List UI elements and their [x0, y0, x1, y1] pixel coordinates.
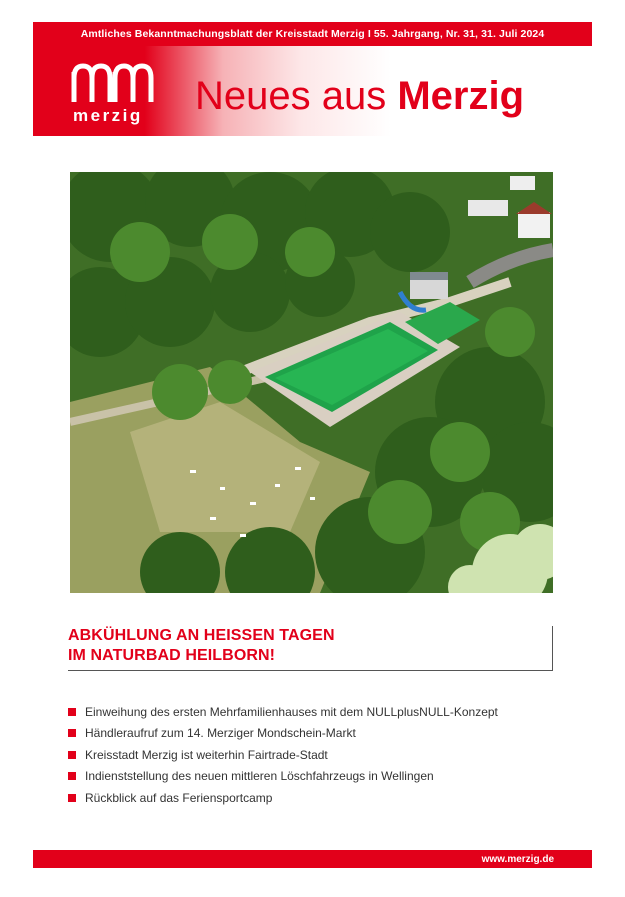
list-item: [68, 787, 568, 809]
aerial-pool-illustration: [70, 172, 553, 593]
logo-wordmark: merzig: [73, 106, 143, 125]
list-item: [68, 723, 568, 745]
bullet-square-icon: [68, 794, 76, 802]
masthead-top-bar: [33, 22, 592, 46]
bullet-square-icon: [68, 772, 76, 780]
website-link[interactable]: www.merzig.de: [481, 853, 554, 865]
topic-text: Kreisstadt Merzig ist weiterhin Fairtrade-Stadt: [85, 747, 328, 762]
cover-photo-naturbad: [70, 172, 553, 593]
masthead-header: [33, 46, 592, 136]
title-bold: Merzig: [397, 74, 525, 118]
topic-text: Rückblick auf das Feriensportcamp: [85, 790, 273, 805]
title-light: Neues aus: [195, 74, 398, 118]
mm-logo-mark: [69, 58, 154, 104]
cover-headline: [68, 626, 553, 671]
topic-text: Händleraufruf zum 14. Merziger Mondschein-Markt: [85, 726, 356, 741]
headline-line-2: IM NATURBAD HEILBORN!: [68, 647, 276, 664]
headline-line-1: ABKÜHLUNG AN HEISSEN TAGEN: [68, 627, 335, 644]
footer-bar: [33, 850, 592, 868]
topic-text: Indienststellung des neuen mittleren Löschfahrzeugs in Wellingen: [85, 769, 434, 784]
merzig-logo: [69, 58, 154, 128]
bullet-square-icon: [68, 729, 76, 737]
list-item: [68, 744, 568, 766]
topic-text: Einweihung des ersten Mehrfamilienhauses mit dem NULLplusNULL-Konzept: [85, 704, 498, 719]
bullet-square-icon: [68, 751, 76, 759]
publication-title: [195, 76, 524, 116]
bullet-square-icon: [68, 708, 76, 716]
list-item: [68, 701, 568, 723]
issue-info: Amtliches Bekanntmachungsblatt der Kreisstadt Merzig I 55. Jahrgang, Nr. 31, 31. Juli 2024: [80, 28, 545, 40]
topics-list: [68, 701, 568, 809]
list-item: [68, 766, 568, 788]
